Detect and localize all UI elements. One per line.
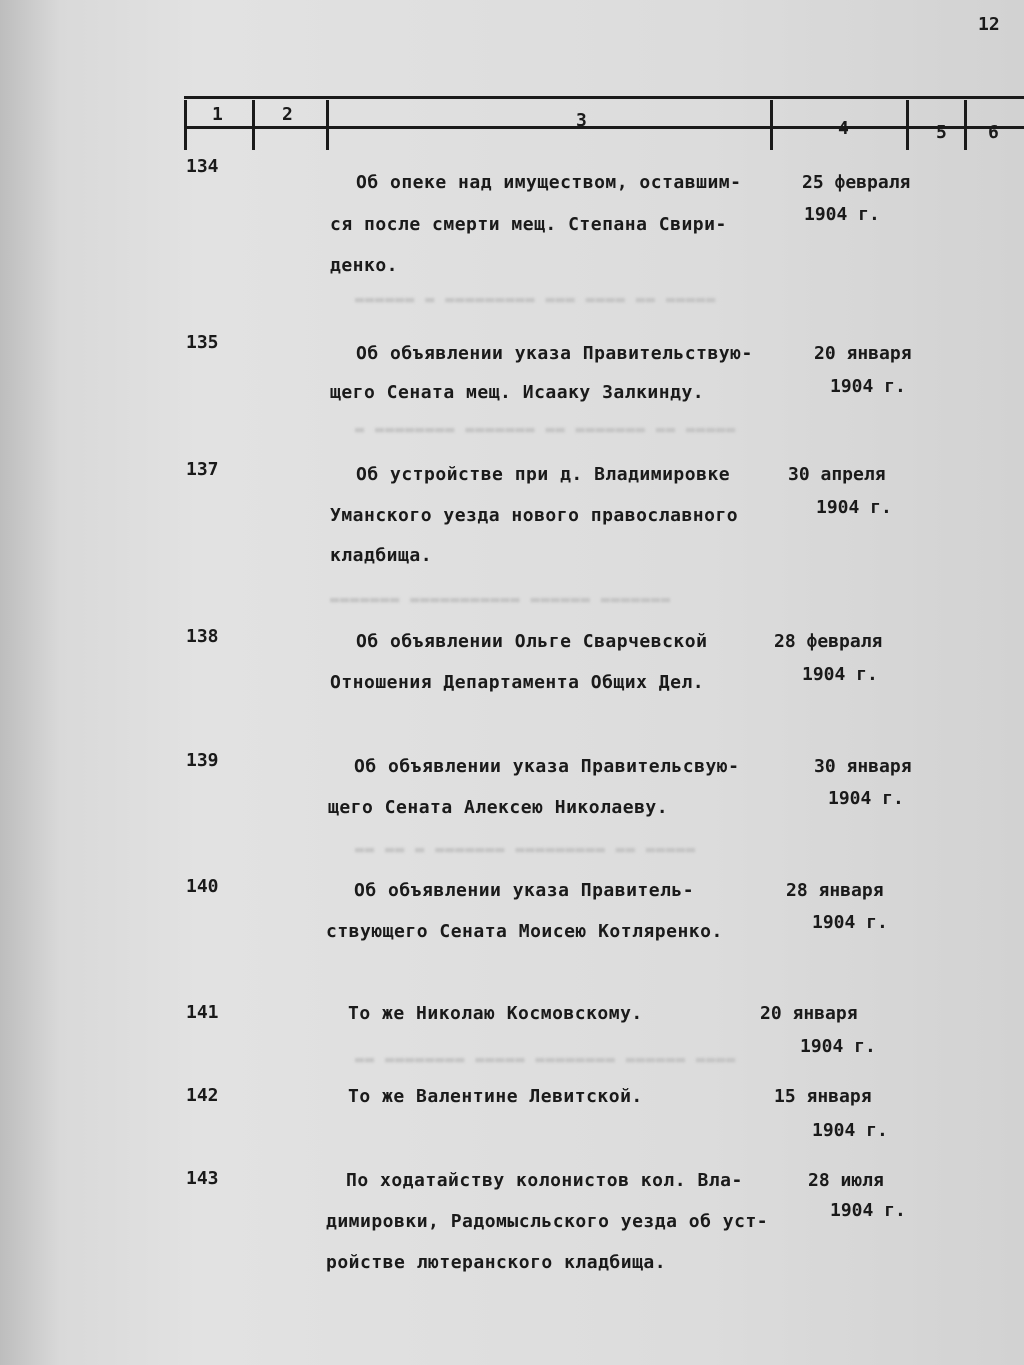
column-number: 2 bbox=[282, 104, 293, 125]
entry-title-line: димировки, Радомысльского уезда об уст- bbox=[326, 1211, 769, 1232]
entry-date-year: 1904 г. bbox=[830, 1200, 906, 1221]
header-divider bbox=[770, 100, 773, 150]
entry-title-line: кладбища. bbox=[330, 545, 433, 566]
entry-date-day: 28 февраля bbox=[774, 631, 883, 652]
entry-title-line: То же Валентине Левитской. bbox=[348, 1086, 643, 1107]
bleed-through-text: ▬▬ ▬▬▬▬▬▬▬▬ ▬▬▬▬▬ ▬▬▬▬▬▬▬▬ ▬▬▬▬▬▬ ▬▬▬▬ bbox=[355, 1050, 737, 1068]
entry-title-line: Отношения Департамента Общих Дел. bbox=[330, 672, 705, 693]
header-divider bbox=[326, 100, 329, 150]
entry-title-line: ся после смерти мещ. Степана Свири- bbox=[330, 214, 727, 235]
entry-date-day: 28 января bbox=[786, 880, 884, 901]
column-header-table bbox=[184, 96, 1024, 154]
entry-date-day: 30 апреля bbox=[788, 464, 886, 485]
column-number: 1 bbox=[212, 104, 223, 125]
entry-title-line: Об объявлении указа Правитель- bbox=[354, 880, 695, 901]
entry-number: 134 bbox=[186, 156, 219, 177]
header-top-rule bbox=[184, 96, 1024, 99]
entry-number: 135 bbox=[186, 332, 219, 353]
entry-date-year: 1904 г. bbox=[830, 376, 906, 397]
bleed-through-text: ▬▬ ▬▬ ▬ ▬▬▬▬▬▬▬ ▬▬▬▬▬▬▬▬▬ ▬▬ ▬▬▬▬▬ bbox=[355, 840, 697, 858]
header-divider bbox=[964, 100, 967, 150]
bleed-through-text: ▬ ▬▬▬▬▬▬▬▬ ▬▬▬▬▬▬▬ ▬▬ ▬▬▬▬▬▬▬ ▬▬ ▬▬▬▬▬ bbox=[355, 420, 737, 438]
header-divider bbox=[252, 100, 255, 150]
header-divider bbox=[184, 100, 187, 150]
entry-title-line: денко. bbox=[330, 255, 399, 276]
entry-title-line: Об устройстве при д. Владимировке bbox=[356, 464, 731, 485]
entry-title-line: Об опеке над имуществом, оставшим- bbox=[356, 172, 742, 193]
entry-date-year: 1904 г. bbox=[828, 788, 904, 809]
bleed-through-text: ▬▬▬▬▬▬▬ ▬▬▬▬▬▬▬▬▬▬▬ ▬▬▬▬▬▬ ▬▬▬▬▬▬▬ bbox=[330, 590, 672, 608]
entry-title-line: ройстве лютеранского кладбища. bbox=[326, 1252, 667, 1273]
bleed-through-text: ▬▬▬▬▬▬ ▬ ▬▬▬▬▬▬▬▬▬ ▬▬▬ ▬▬▬▬ ▬▬ ▬▬▬▬▬ bbox=[355, 290, 717, 308]
entry-title-line: ствующего Сената Моисею Котляренко. bbox=[326, 921, 723, 942]
entry-date-day: 28 июля bbox=[808, 1170, 884, 1191]
entry-title-line: То же Николаю Космовскому. bbox=[348, 1003, 643, 1024]
entry-date-year: 1904 г. bbox=[812, 1120, 888, 1141]
column-number: 6 bbox=[988, 122, 999, 143]
entry-title-line: Об объявлении указа Правительсвую- bbox=[354, 756, 740, 777]
entry-date-day: 30 января bbox=[814, 756, 912, 777]
entry-number: 140 bbox=[186, 876, 219, 897]
entry-title-line: щего Сената мещ. Исааку Залкинду. bbox=[330, 382, 705, 403]
entry-number: 139 bbox=[186, 750, 219, 771]
entry-date-day: 20 января bbox=[760, 1003, 858, 1024]
entry-number: 137 bbox=[186, 459, 219, 480]
entry-title-line: По ходатайству колонистов кол. Вла- bbox=[346, 1170, 743, 1191]
column-number: 4 bbox=[838, 118, 849, 139]
entry-title-line: Об объявлении Ольге Сварчевской bbox=[356, 631, 708, 652]
entry-title-line: Об объявлении указа Правительствую- bbox=[356, 343, 753, 364]
entry-date-day: 20 января bbox=[814, 343, 912, 364]
entry-date-year: 1904 г. bbox=[800, 1036, 876, 1057]
column-number: 5 bbox=[936, 122, 947, 143]
page-number: 12 bbox=[978, 14, 1000, 35]
entry-title-line: щего Сената Алексею Николаеву. bbox=[328, 797, 669, 818]
entry-number: 138 bbox=[186, 626, 219, 647]
entry-date-year: 1904 г. bbox=[816, 497, 892, 518]
entry-number: 141 bbox=[186, 1002, 219, 1023]
header-bottom-rule bbox=[184, 126, 1024, 129]
column-number: 3 bbox=[576, 110, 587, 131]
entry-date-day: 25 февраля bbox=[802, 172, 911, 193]
entry-title-line: Уманского уезда нового православного bbox=[330, 505, 739, 526]
entry-date-year: 1904 г. bbox=[812, 912, 888, 933]
entry-date-year: 1904 г. bbox=[804, 204, 880, 225]
entry-date-year: 1904 г. bbox=[802, 664, 878, 685]
entry-date-day: 15 января bbox=[774, 1086, 872, 1107]
header-divider bbox=[906, 100, 909, 150]
entry-number: 143 bbox=[186, 1168, 219, 1189]
entry-number: 142 bbox=[186, 1085, 219, 1106]
